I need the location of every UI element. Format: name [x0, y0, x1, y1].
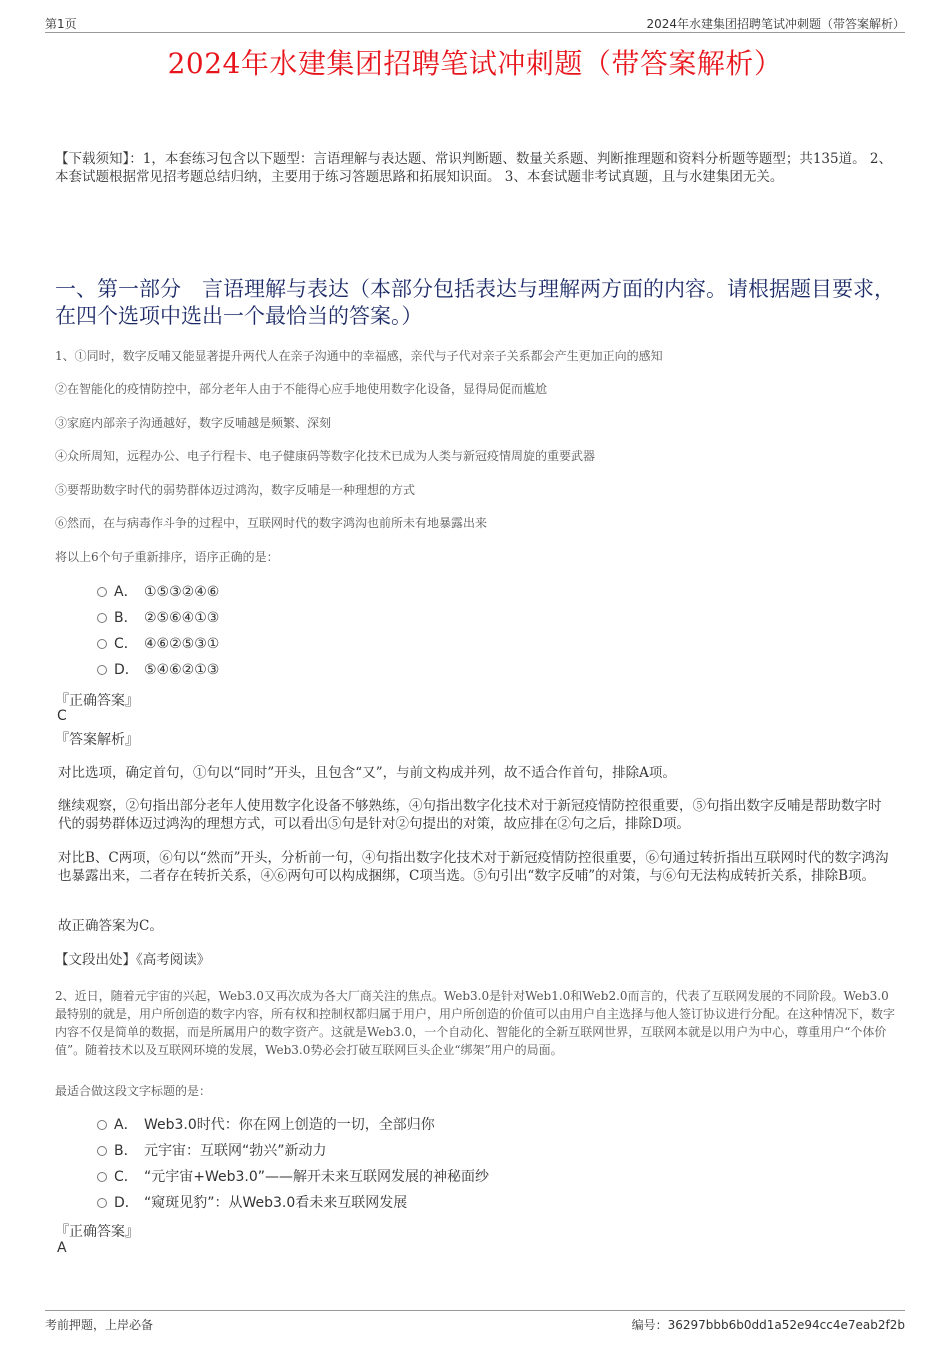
header-doc-title: 2024年水建集团招聘笔试冲刺题（带答案解析）	[646, 17, 905, 31]
page-number: 第1页	[45, 17, 77, 31]
q1-line-1: 1、①同时，数字反哺又能显著提升两代人在亲子沟通中的幸福感，亲代与子代对亲子关系都会产生更加正向的感知	[55, 349, 663, 363]
q1-analysis-label: 『答案解析』	[55, 732, 139, 748]
page-header	[45, 14, 905, 33]
q1-line-3: ③家庭内部亲子沟通越好，数字反哺越是频繁、深刻	[55, 416, 332, 430]
q1-line-4: ④众所周知，远程办公、电子行程卡、电子健康码等数字化技术已成为人类与新冠疫情周旋的重要武器	[55, 449, 596, 463]
q2-prompt: 最适合做这段文字标题的是：	[55, 1084, 212, 1098]
q1-answer-label: 『正确答案』	[55, 693, 139, 709]
page-footer	[45, 1310, 905, 1341]
footer-slogan: 考前押题，上岸必备	[45, 1318, 154, 1332]
q2-answer: A	[57, 1240, 67, 1256]
q2-answer-label: 『正确答案』	[55, 1224, 139, 1240]
footer-code: 36297bbb6b0dd1a52e94cc4e7eab2f2b	[667, 1318, 905, 1332]
section-heading: 一、第一部分 言语理解与表达（本部分包括表达与理解两方面的内容。请根据题目要求，在四个选项中选出一个最恰当的答案。）	[55, 277, 895, 328]
radio-icon[interactable]	[97, 1172, 107, 1182]
q1-analysis-1: 对比选项，确定首句，①句以“同时”开头，且包含“又”，与前文构成并列，故不适合作首句，排除A项。	[58, 765, 676, 781]
radio-icon[interactable]	[97, 1120, 107, 1130]
q2-text: 2、近日，随着元宇宙的兴起，Web3.0又再次成为各大厂商关注的焦点。Web3.0是针对Web1.0和Web2.0而言的，代表了互联网发展的不同阶段。Web3.0最特别的就是，用户所创造的数字内容，所有权和控制权都归属于用户，用户所创造的价值可以由用户自主选择与他人签订协议进行分配。在这种情况下，数字内容不仅是简单的数据，而是所属用户的数字资产。这就是Web3.0，一个自动化、智能化的全新互联网世界，互联网本就是以用户为中心，尊重用户“个体价值”。随着技术以及互联网环境的发展，Web3.0势必会打破互联网巨头企业“绑架”用户的局面。	[55, 989, 896, 1057]
q1-answer: C	[57, 708, 67, 724]
q1-line-5: ⑤要帮助数字时代的弱势群体迈过鸿沟，数字反哺是一种理想的方式	[55, 483, 416, 497]
q1-line-6: ⑥然而，在与病毒作斗争的过程中，互联网时代的数字鸿沟也前所未有地暴露出来	[55, 516, 488, 530]
q1-analysis-2: 继续观察，②句指出部分老年人使用数字化设备不够熟练，④句指出数字化技术对于新冠疫情防控很重要，⑤句指出数字反哺是帮助数字时代的弱势群体迈过鸿沟的理想方式，可以看出⑤句是针对②句提出的对策，故应排在②句之后，排除D项。	[58, 798, 882, 832]
radio-icon[interactable]	[97, 665, 107, 675]
radio-icon[interactable]	[97, 1146, 107, 1156]
q1-source: 【文段出处】《高考阅读》	[55, 952, 211, 968]
radio-icon[interactable]	[97, 613, 107, 623]
q1-line-2: ②在智能化的疫情防控中，部分老年人由于不能得心应手地使用数字化设备，显得局促而尴尬	[55, 382, 548, 396]
radio-icon[interactable]	[97, 1198, 107, 1208]
q1-prompt: 将以上6个句子重新排序，语序正确的是：	[55, 550, 279, 564]
q1-analysis-4: 故正确答案为C。	[58, 918, 163, 934]
q1-analysis-3: 对比B、C两项，⑥句以“然而”开头，分析前一句，④句指出数字化技术对于新冠疫情防控很重要，⑥句通过转折指出互联网时代的数字鸿沟也暴露出来，二者存在转折关系，④⑥两句可以构成捆绑，C项当选。⑤句引出“数字反哺”的对策，与⑥句无法构成转折关系，排除B项。	[58, 850, 889, 884]
radio-icon[interactable]	[97, 587, 107, 597]
radio-icon[interactable]	[97, 639, 107, 649]
footer-code-block	[632, 1316, 905, 1333]
download-notice: 【下载须知】：1，本套练习包含以下题型：言语理解与表达题、常识判断题、数量关系题、判断推理题和资料分析题等题型；共135道。 2、本套试题根据常见招考题总结归纳，主要用于练习答题思路和拓展知识面。 3、本套试题非考试真题，且与水建集团无关。	[55, 151, 892, 185]
footer-code-label: 编号：	[631, 1318, 668, 1332]
document-title: 2024年水建集团招聘笔试冲刺题（带答案解析）	[167, 47, 783, 80]
